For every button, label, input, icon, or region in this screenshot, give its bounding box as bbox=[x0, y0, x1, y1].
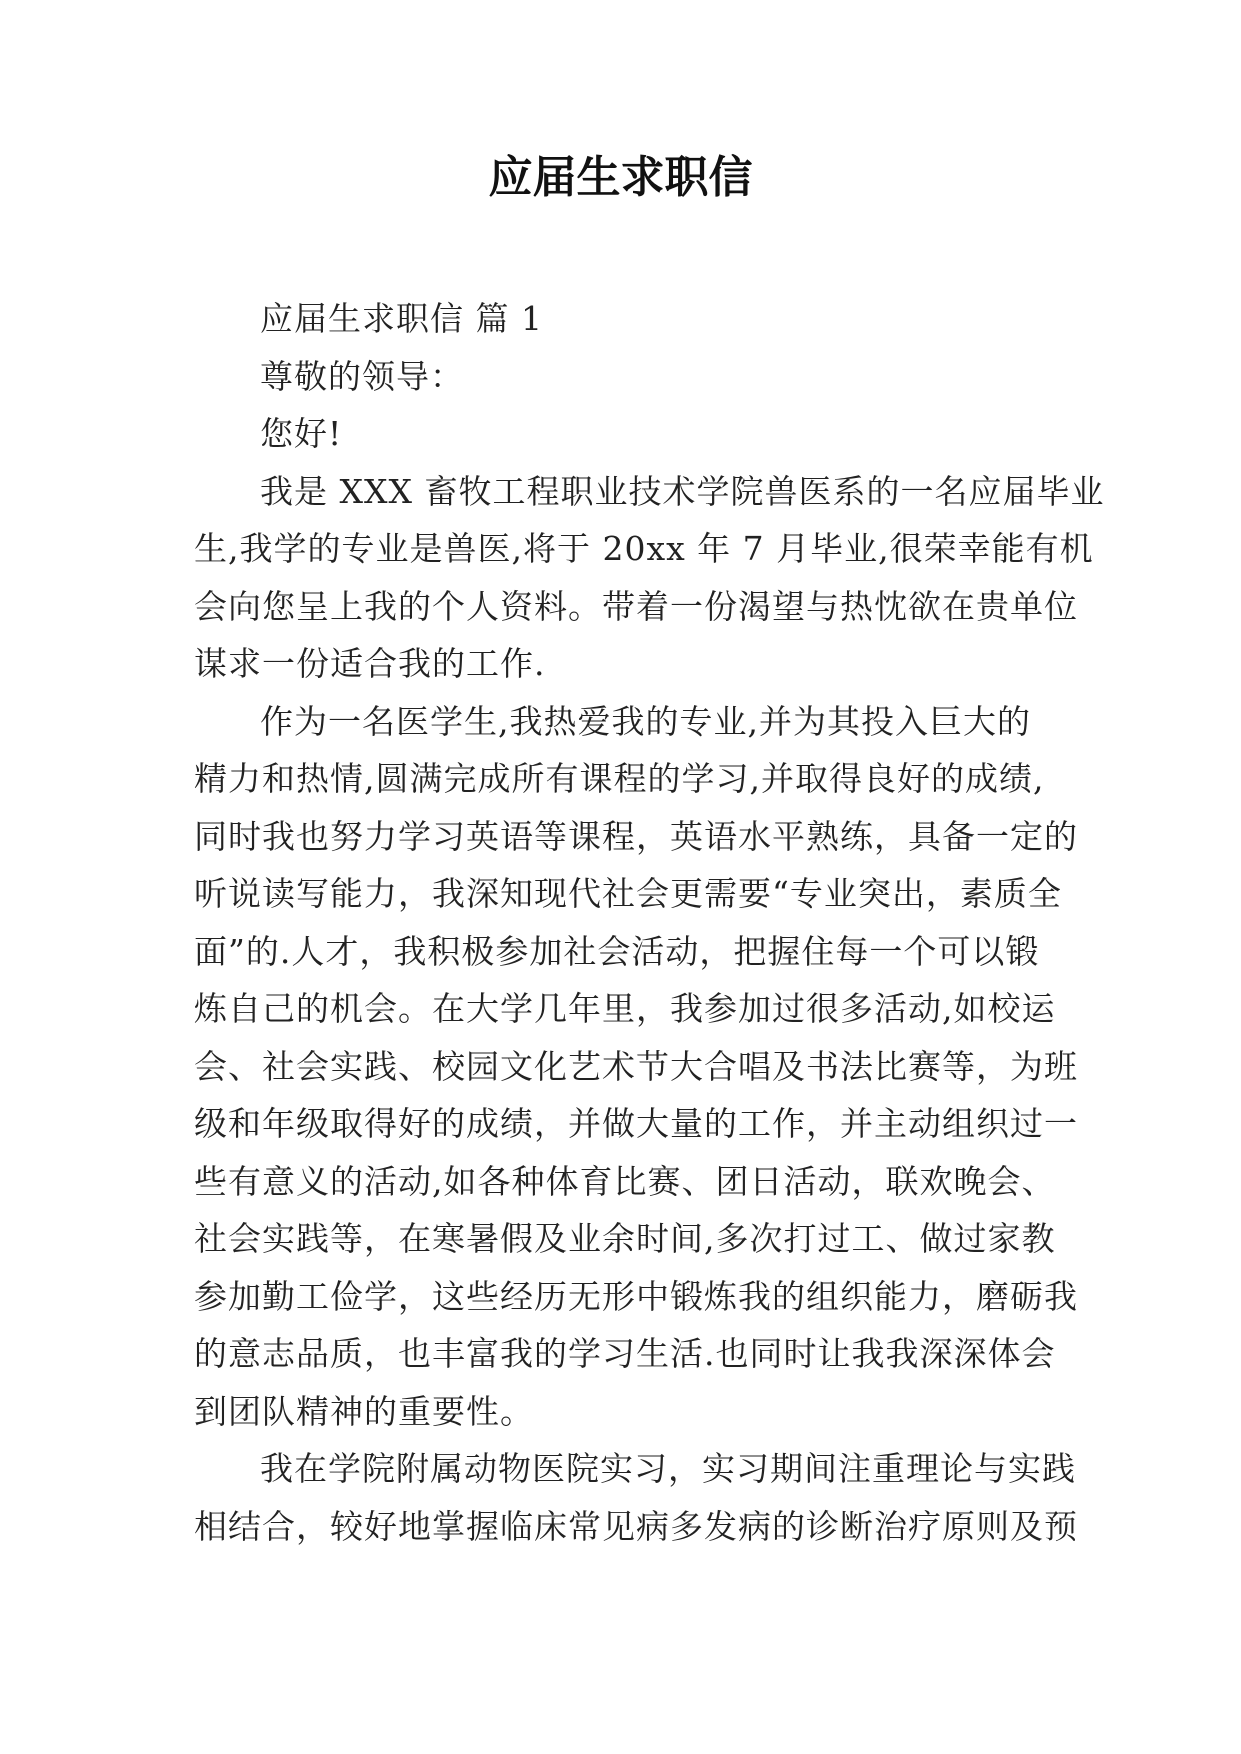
text-line: 到团队精神的重要性。 bbox=[194, 1391, 534, 1431]
text-line: 面”的.人才，我积极参加社会活动，把握住每一个可以锻 bbox=[194, 931, 1040, 971]
text-line: 炼自己的机会。在大学几年里，我参加过很多活动,如校运 bbox=[194, 989, 1056, 1028]
text-line: 我在学院附属动物医院实习，实习期间注重理论与实践 bbox=[260, 1449, 1076, 1488]
text-line: 会向您呈上我的个人资料。带着一份渴望与热忱欲在贵单位 bbox=[194, 586, 1078, 626]
text-line: 些有意义的活动,如各种体育比赛、团日活动，联欢晚会、 bbox=[194, 1161, 1056, 1201]
document-title: 应届生求职信 bbox=[488, 152, 753, 203]
text-line: 听说读写能力，我深知现代社会更需要“专业突出，素质全 bbox=[194, 874, 1062, 913]
text-line: 我是 XXX 畜牧工程职业技术学院兽医系的一名应届毕业 bbox=[260, 471, 1105, 511]
section-heading: 应届生求职信 篇 1 bbox=[260, 299, 543, 338]
paragraph-3 bbox=[194, 1440, 1078, 1555]
text-line: 社会实践等，在寒暑假及业余时间,多次打过工、做过家教 bbox=[194, 1219, 1056, 1258]
text-line: 会、社会实践、校园文化艺术节大合唱及书法比赛等，为班 bbox=[194, 1046, 1078, 1086]
text-line: 参加勤工俭学，这些经历无形中锻炼我的组织能力，磨砺我 bbox=[194, 1276, 1078, 1316]
text-line: 精力和热情,圆满完成所有课程的学习,并取得良好的成绩, bbox=[194, 759, 1045, 798]
text-line: 级和年级取得好的成绩，并做大量的工作，并主动组织过一 bbox=[194, 1104, 1078, 1143]
text-line: 作为一名医学生,我热爱我的专业,并为其投入巨大的 bbox=[260, 701, 1031, 741]
text-line: 相结合，较好地掌握临床常见病多发病的诊断治疗原则及预 bbox=[194, 1506, 1078, 1546]
text-line: 同时我也努力学习英语等课程，英语水平熟练，具备一定的 bbox=[194, 816, 1078, 856]
paragraph-2 bbox=[194, 693, 1078, 1441]
text-line: 的意志品质，也丰富我的学习生活.也同时让我我深深体会 bbox=[194, 1334, 1056, 1373]
paragraph-1 bbox=[194, 463, 1105, 693]
document-body bbox=[194, 290, 1105, 1555]
text-line: 谋求一份适合我的工作. bbox=[194, 644, 546, 683]
text-line: 生,我学的专业是兽医,将于 20xx 年 7 月毕业,很荣幸能有机 bbox=[194, 529, 1094, 568]
greeting: 您好! bbox=[260, 414, 343, 453]
salutation: 尊敬的领导： bbox=[260, 356, 464, 396]
